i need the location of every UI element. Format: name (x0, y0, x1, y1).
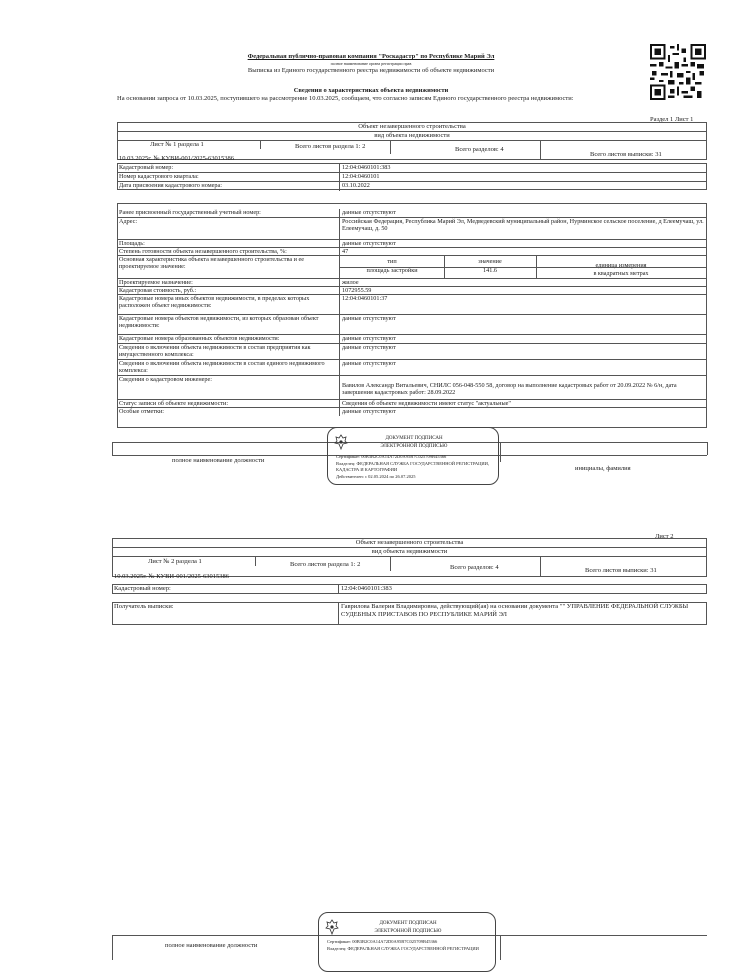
agency-caption: полное наименование органа регистрации прав (330, 61, 412, 66)
row-enterprise: Сведения о включении объекта недвижимости в состав предприятия как имущественного комплекса: данные отсутствуют (117, 343, 707, 360)
row-parent-objects: Кадастровые номера иных объектов недвижимости, в пределах которых расположен объект недвижимости: 12:04:0460101:37 (117, 294, 707, 315)
char-col-type: тип (387, 258, 397, 265)
object-type: Объект незавершенного строительства (358, 123, 466, 130)
sheet2-cadastral-row (112, 584, 707, 594)
row-previous-number: Ранее присвоенный государственный учетный номер: данные отсутствуют (117, 209, 707, 217)
row-assign-date: Дата присвоения кадастрового номера: 03.10.2022 (117, 181, 707, 191)
row-cadastral-number: Кадастровый номер: 12:04:0460101:383 (117, 163, 707, 173)
sheet2-date-number: 10.03.2025г. № КУВИ-001/2025-63015386 (114, 573, 229, 580)
row-status: Статус записи об объекте недвижимости: Сведения об объекте недвижимости имеют статус "актуальные" (117, 399, 707, 408)
sheet2-total-sheets-section: Всего листов раздела 1: 2 (290, 561, 361, 568)
row-engineer: Сведения о кадастровом инженере: Вавилов Александр Витальевич, СНИЛС 056-048-550 58, договор на выполнение кадастровых работ от 20.09.2022 № 6/н, дата завершения кадастровых работ: 28.09.2022 (117, 375, 707, 400)
total-sheets-section: Всего листов раздела 1: 2 (295, 143, 366, 150)
char-unit: в квадратных метрах (593, 270, 649, 277)
total-sheets-extract: Всего листов выписки: 31 (590, 151, 662, 158)
section-label: Раздел 1 Лист 1 (650, 116, 694, 123)
date-number: 10.03.2025г. № КУВИ-001/2025-63015386 (119, 155, 234, 162)
sheet-number: Лист № 1 раздела 1 (150, 141, 204, 148)
name-caption: инициалы, фамилия (575, 465, 631, 472)
row-quarter-number: Номер кадастрового квартала: 12:04:0460101 (117, 172, 707, 182)
sheet2-cadastral-value: 12:04:0460101:383 (341, 585, 392, 592)
row-formed-objects: Кадастровые номера образованных объектов недвижимости: данные отсутствуют (117, 334, 707, 344)
sheet2-sheet-number: Лист № 2 раздела 1 (148, 558, 202, 565)
row-area: Площадь: данные отсутствуют (117, 239, 707, 248)
char-value: 141.6 (483, 267, 497, 274)
sheet2-object-type: Объект незавершенного строительства (355, 539, 464, 546)
e-signature-stamp-2: ДОКУМЕНТ ПОДПИСАН ЭЛЕКТРОННОЙ ПОДПИСЬЮ Сертификат: 00B3B2C0A14A72D0A95B7C025709B45366 Владелец: ФЕДЕРАЛЬНАЯ СЛУЖБА ГОСУДАРСТВЕННОЙ РЕГИСТРАЦИИ (318, 912, 496, 972)
agency-name: Федеральная публично-правовая компания "Роскадастр" по Республике Марий Эл (247, 53, 495, 60)
row-address: Адрес: Российская Федерация, Республика Марий Эл, Медведевский муниципальный район, Нурминское сельское поселение, д Елеемучаш, ул. Елеемучаш, д. 50 (117, 217, 707, 240)
row-source-objects: Кадастровые номера объектов недвижимости, из которых образован объект недвижимости: данные отсутствуют (117, 314, 707, 335)
row-readiness: Степень готовности объекта незавершенного строительства, %: 47 (117, 247, 707, 256)
position-caption: полное наименование должности (172, 457, 265, 464)
position-caption-2: полное наименование должности (165, 942, 258, 949)
sheet2-label: Лист 2 (655, 533, 674, 540)
row-characteristic: Основная характеристика объекта незавершенного строительства и ее проектируемое значение: тип значение единица измерения площадь застройки 141.6 в квадратных метрах (117, 255, 707, 279)
e-signature-stamp: ДОКУМЕНТ ПОДПИСАН ЭЛЕКТРОННОЙ ПОДПИСЬЮ Сертификат: 00B3B2C0A14A72D0A95B7C025709B45366 Владелец: ФЕДЕРАЛЬНАЯ СЛУЖБА ГОСУДАРСТВЕННОЙ РЕГИСТРАЦИИ, КАДАСТРА И КАРТОГРАФИИ Действителен: с 02.05.2024 по 26.07.2025 (327, 427, 499, 485)
object-type-caption: вид объекта недвижимости (374, 132, 450, 139)
sheet2-object-type-caption: вид объекта недвижимости (371, 548, 448, 555)
sheet2-total-sheets-extract: Всего листов выписки: 31 (585, 567, 657, 574)
section-title: Сведения о характеристиках объекта недвижимости (293, 87, 449, 94)
char-col-value: значение (478, 258, 502, 265)
recipient-value: Гаврилова Валерия Владимировна, действующий(ая) на основании документа "" УПРАВЛЕНИЕ ФЕДЕРАЛЬНОЙ СЛУЖБЫ СУДЕБНЫХ ПРИСТАВОВ ПО РЕСПУБЛИКЕ МАРИЙ ЭЛ (341, 603, 689, 618)
char-col-unit: единица измерения (595, 262, 647, 269)
row-purpose: Проектируемое назначение: жилое (117, 278, 707, 287)
row-cadastral-value: Кадастровая стоимость, руб.: 1072955.59 (117, 286, 707, 295)
row-single-complex: Сведения о включении объекта недвижимости в состав единого недвижимого комплекса: данные отсутствуют (117, 359, 707, 376)
total-sections: Всего разделов: 4 (455, 146, 504, 153)
row-special-marks: Особые отметки: данные отсутствуют (117, 407, 707, 416)
sheet2-cadastral-label: Кадастровый номер: (114, 585, 171, 592)
intro-text: На основании запроса от 10.03.2025, поступившего на рассмотрение 10.03.2025, сообщаем, что согласно записям Единого государственного реестра недвижимости: (117, 95, 574, 102)
extract-title: Выписка из Единого государственного реестра недвижимости об объекте недвижимости (247, 67, 495, 74)
char-type: площадь застройки (366, 267, 418, 274)
sheet2-total-sections: Всего разделов: 4 (450, 564, 499, 571)
recipient-label: Получатель выписки: (114, 603, 174, 610)
